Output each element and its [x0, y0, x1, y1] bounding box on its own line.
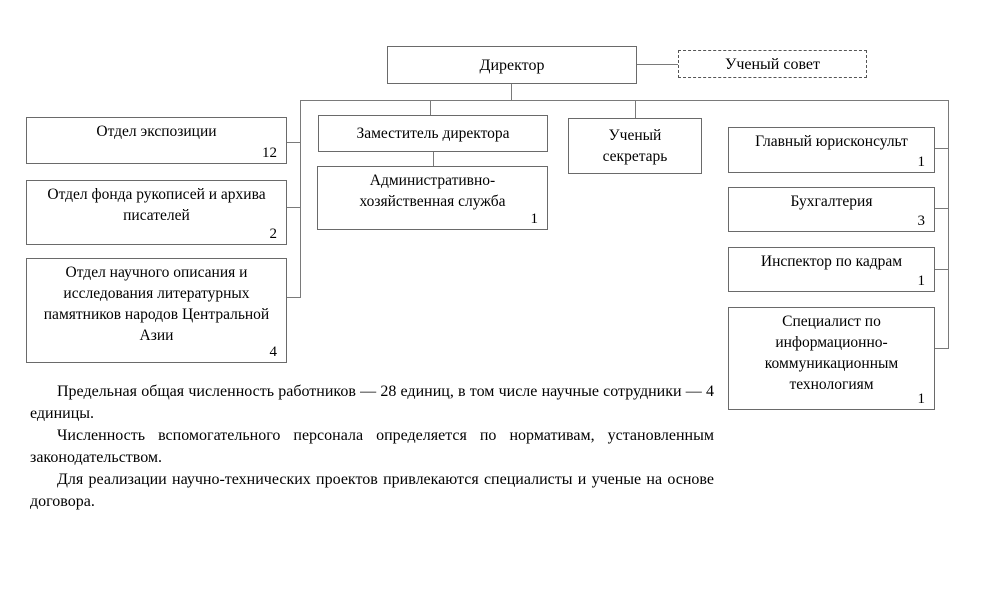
connector-line: [948, 100, 949, 349]
connector-line: [637, 64, 678, 65]
node-academic-council: [678, 50, 867, 78]
node-academic-secretary: [568, 118, 702, 174]
node-director: [387, 46, 637, 84]
node-ict-specialist: [728, 307, 935, 410]
connector-line: [635, 100, 636, 118]
node-scientific-description-dept: [26, 258, 287, 363]
note-paragraph: Для реализации научно-технических проектов привлекаются специалисты и ученые на основе договора.: [30, 471, 714, 510]
node-label: Специалист по информационно-коммуникационным технологиям: [764, 313, 899, 393]
node-label: Отдел научного описания и исследования литературных памятников народов Центральной Азии: [43, 264, 270, 344]
staff-count: 1: [530, 211, 538, 227]
node-label: Главный юрисконсульт: [755, 133, 908, 150]
staff-count: 1: [917, 154, 925, 170]
node-manuscript-fund-dept: [26, 180, 287, 245]
node-label: Бухгалтерия: [790, 193, 873, 210]
node-director-label: Директор: [479, 56, 545, 74]
connector-line: [935, 348, 949, 349]
node-deputy-director: [318, 115, 548, 152]
node-accounting: [728, 187, 935, 232]
node-label: Административно-хозяйственная служба: [359, 172, 506, 210]
node-label: Отдел фонда рукописей и архива писателей: [47, 186, 266, 224]
connector-line: [287, 207, 300, 208]
staff-count: 1: [917, 391, 925, 407]
staff-count: 12: [262, 145, 277, 161]
connector-line: [300, 100, 949, 101]
node-academic-council-label: Ученый совет: [724, 55, 820, 73]
note-paragraph: Численность вспомогательного персонала определяется по нормативам, установленным законодательством.: [30, 427, 714, 466]
connector-line: [287, 297, 300, 298]
connector-line: [433, 152, 434, 166]
staff-count: 4: [269, 344, 277, 360]
connector-line: [300, 100, 301, 298]
node-label: Ученый секретарь: [602, 127, 668, 165]
notes-block: [30, 381, 714, 513]
connector-line: [935, 208, 949, 209]
staff-count: 1: [917, 273, 925, 289]
note-paragraph: Предельная общая численность работников — 28 единиц, в том числе научные сотрудники — 4 единицы.: [30, 383, 714, 422]
node-label: Инспектор по кадрам: [760, 253, 903, 270]
connector-line: [430, 100, 431, 115]
node-label: Отдел экспозиции: [96, 123, 217, 140]
connector-line: [935, 269, 949, 270]
node-chief-legal-adviser: [728, 127, 935, 173]
connector-line: [511, 84, 512, 100]
node-hr-inspector: [728, 247, 935, 292]
node-exposition-dept: [26, 117, 287, 164]
connector-line: [287, 142, 300, 143]
connector-line: [935, 148, 949, 149]
staff-count: 3: [917, 213, 925, 229]
staff-count: 2: [269, 226, 277, 242]
node-label: Заместитель директора: [356, 125, 510, 142]
node-admin-service: [317, 166, 548, 230]
